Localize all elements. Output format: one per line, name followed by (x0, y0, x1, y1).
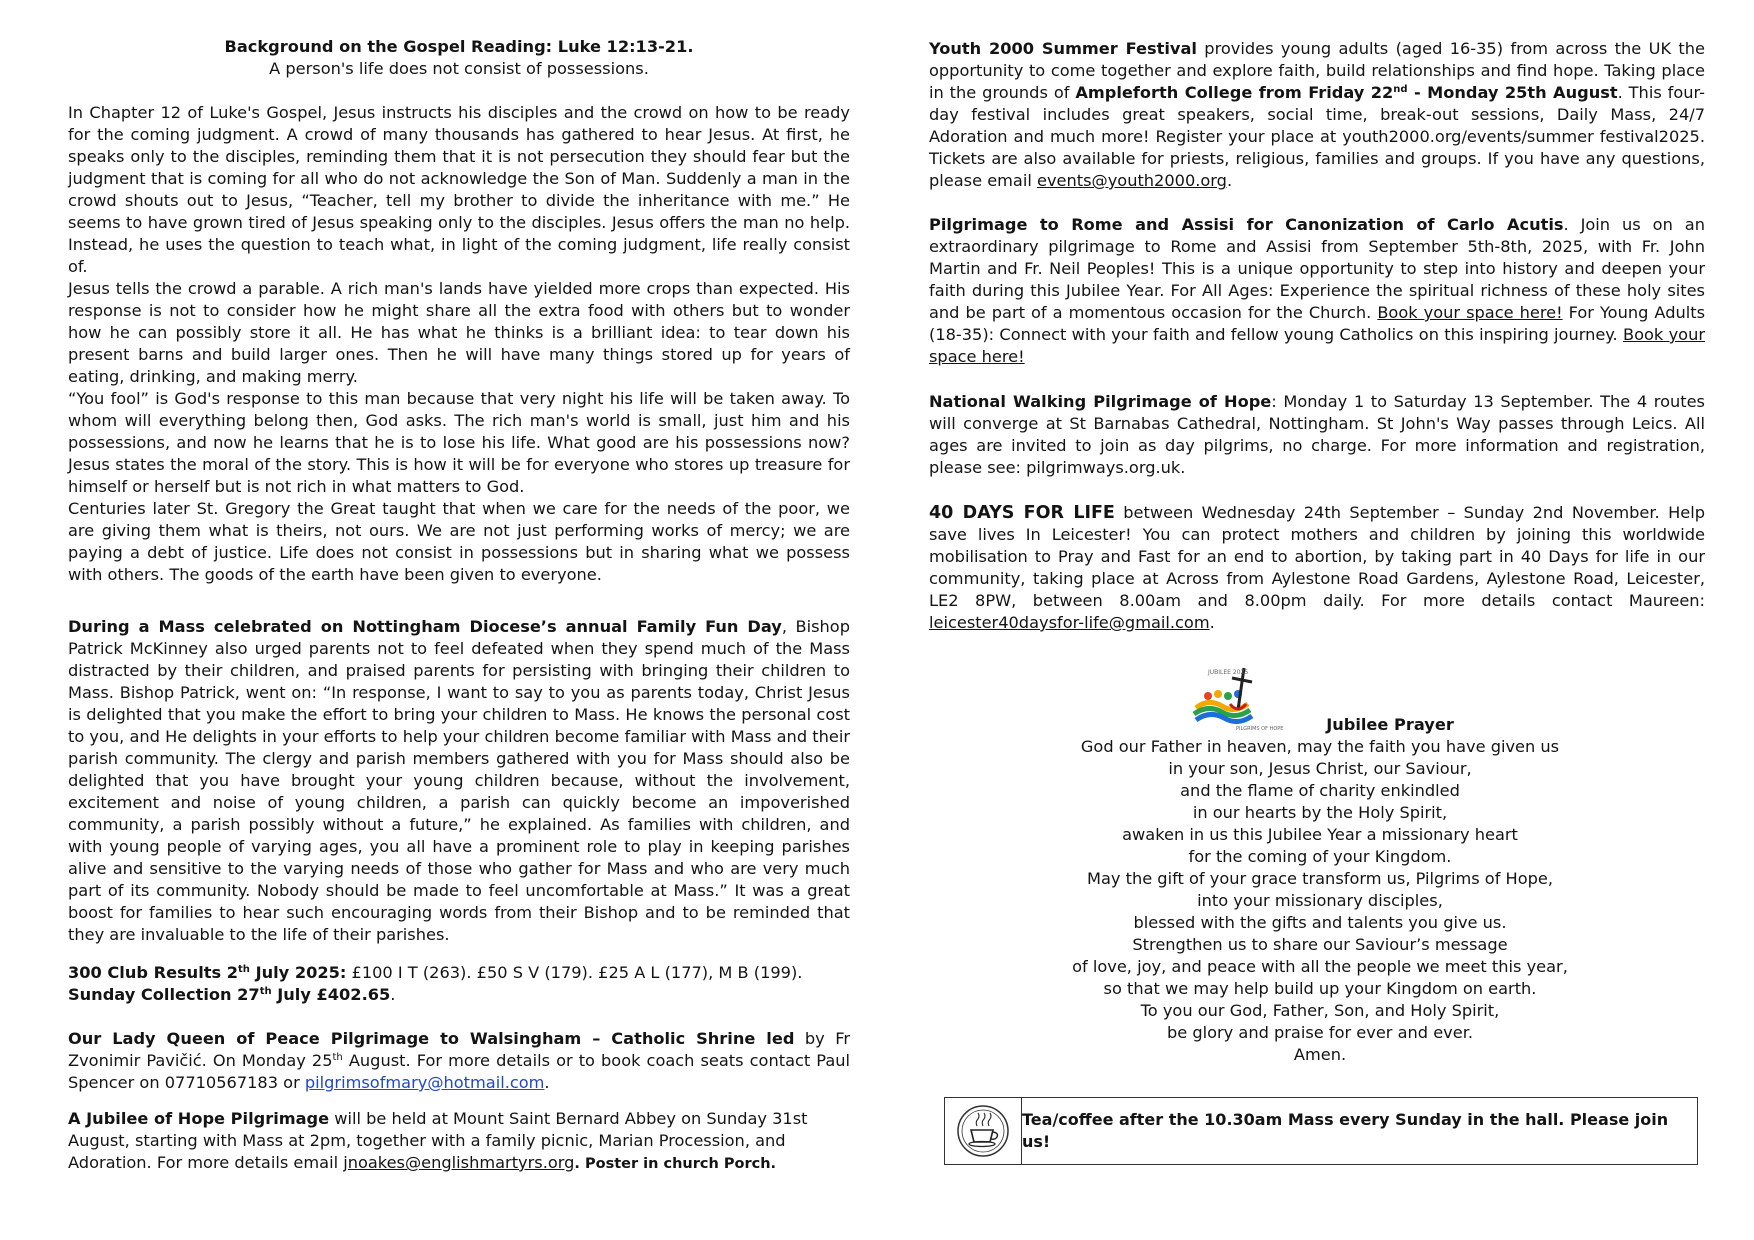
prayer-line: in our hearts by the Holy Spirit, (1192, 803, 1448, 822)
walking-pilgrimage-notice: National Walking Pilgrimage of Hope: Monday 1 to Saturday 13 September. The 4 routes will converge at St Barnabas Cathedral, Nottingham. St John's Way passes through Leics. All ages are invited to join as day pilgrims, no charge. For more information and registration, please see: pilgrimways.org.uk. (929, 392, 1705, 477)
prayer-line: To you our God, Father, Son, and Holy Spirit, (1140, 1001, 1500, 1020)
tea-coffee-box (944, 1097, 1698, 1165)
prayer-title: Jubilee Prayer (1326, 715, 1454, 734)
prayer-line: God our Father in heaven, may the faith you have given us (1080, 737, 1560, 756)
family-day-body: , Bishop Patrick McKinney also urged parents not to feel defeated when they spend much of the Mass distracted by their children, and praised parents for persisting with bringing their children to Mass. Bishop Patrick, went on: “In response, I want to say to you as parents today, Christ Jesus is delighted that you make the effort to bring your children to Mass. He knows the personal cost to you, and He delights in your efforts to help your children become familiar with Mass and their parish community. The clergy and parish members gathered with you for Mass should also be delighted that you have brought your young children because, without the involvement, excitement and noise of young children, a parish can quickly become an impoverished community, a parish possibly without a future,” he explained. As families with children, and with young people of varying ages, you all have a prominent role to play in keeping parishes alive and sensitive to the varying needs of those who gather for Mass and who are very much part of its community. Nobody should be made to feel uncomfortable at Mass.” It was a great boost for families to hear such encouraging words from their Bishop and to be reminded that they are invaluable to the life of their parishes. (68, 617, 850, 944)
prayer-line: in your son, Jesus Christ, our Saviour, (1168, 759, 1472, 778)
walking-lead: National Walking Pilgrimage of Hope (929, 392, 1272, 411)
prayer-line: for the coming of your Kingdom. (1188, 847, 1452, 866)
gospel-paragraph: “You fool” is God's response to this man because that very night his life will be taken away. To whom will everything belong then, God asks. The rich man's world is small, just him and his possessions, and now he learns that he is to lose his life. What good are his possessions now? Jesus states the moral of the story. This is how it will be for everyone who stores up treasure for himself or herself but is not rich in what matters to God. (68, 389, 850, 496)
jubilee-pilgrimage-lead: A Jubilee of Hope Pilgrimage (68, 1109, 330, 1128)
rome-lead: Pilgrimage to Rome and Assisi for Canonization of Carlo Acutis (929, 215, 1564, 234)
gospel-heading (68, 36, 850, 80)
jubilee-email-link[interactable]: jnoakes@englishmartyrs.org (343, 1153, 575, 1172)
sunday-collection: Sunday Collection 27th July £402.65. (68, 985, 396, 1004)
prayer-line: Strengthen us to share our Saviour’s message (1132, 935, 1508, 954)
gospel-paragraph: Centuries later St. Gregory the Great taught that when we care for the needs of the poor, we are giving them what is theirs, not ours. We are not just performing works of mercy; we are paying a debt of justice. Life does not consist in possessions but in sharing what we possess with others. The goods of the earth have been given to everyone. (68, 499, 850, 584)
gospel-title: Background on the Gospel Reading: Luke 12:13-21. (224, 37, 694, 56)
svg-text:PILGRIMS OF HOPE: PILGRIMS OF HOPE (1236, 726, 1284, 732)
gospel-body (68, 102, 850, 586)
svg-text:JUBILEE 2025: JUBILEE 2025 (1208, 669, 1249, 676)
prayer-line: so that we may help build up your Kingdom on earth. (1103, 979, 1537, 998)
club-results (68, 962, 850, 1006)
rome-pilgrimage-notice: Pilgrimage to Rome and Assisi for Canonization of Carlo Acutis. Join us on an extraordinary pilgrimage to Rome and Assisi from September 5th-8th, 2025, with Fr. John Martin and Fr. Neil Peoples! This is a unique opportunity to step into history and deepen your faith during this Jubilee Year. For All Ages: Experience the spiritual richness of these holy sites and be part of a momentous occasion for the Church. Book your space here! For Young Adults (18-35): Connect with your faith and fellow young Catholics on this inspiring journey. Book your space here! (929, 215, 1706, 366)
tea-coffee-text: Tea/coffee after the 10.30am Mass every Sunday in the hall. Please join us! (1022, 1110, 1669, 1151)
prayer-line: awaken in us this Jubilee Year a missionary heart (1122, 825, 1518, 844)
gospel-paragraph: Jesus tells the crowd a parable. A rich man's lands have yielded more crops than expected. His response is not to consider how he might share all the extra food with others but to wonder how he can possibly store it all. He has what he thinks is a brilliant idea: to tear down his present barns and build larger ones. Then he will have many things stored up for years of eating, drinking, and making merry. (68, 279, 850, 386)
book-space-link-young-adults[interactable]: Book your space here! (929, 325, 1705, 366)
gospel-subtitle: A person's life does not consist of possessions. (269, 59, 649, 78)
forty-days-lead: 40 DAYS FOR LIFE (929, 503, 1115, 523)
forty-days-notice: 40 DAYS FOR LIFE between Wednesday 24th September – Sunday 2nd November. Help save lives In Leicester! You can protect mothers and children by joining this worldwide mobilisation to Pray and Fast for an end to abortion, by taking part in 40 Days for life in our community, taking place at Across from Aylestone Road Gardens, Aylestone Road, Leicester, LE2 8PW, between 8.00am and 8.00pm daily. For more details contact Maureen: leicester40daysfor-life@gmail.com. (929, 503, 1705, 632)
prayer-line: into your missionary disciples, (1197, 891, 1443, 910)
family-day-notice (68, 616, 850, 946)
club-results-text: £100 I T (263). £50 S V (179). £25 A L (177), M B (199). (346, 963, 803, 982)
jubilee-prayer (1000, 714, 1640, 1066)
youth2000-lead: Youth 2000 Summer Festival (929, 39, 1197, 58)
poster-note: . Poster in church Porch. (574, 1156, 777, 1172)
prayer-line: of love, joy, and peace with all the people we meet this year, (1072, 957, 1568, 976)
coffee-cup-icon (956, 1104, 1010, 1158)
youth2000-notice: Youth 2000 Summer Festival provides young adults (aged 16-35) from across the UK the opportunity to come together and explore faith, build relationships and find hope. Taking place in the grounds of Ampleforth College from Friday 22nd - Monday 25th August. This four-day festival includes great speakers, social time, break-out sessions, Daily Mass, 24/7 Adoration and much more! Register your place at youth2000.org/events/summer festival2025. Tickets are also available for priests, religious, families and groups. If you have any questions, please email events@youth2000.org. (929, 39, 1706, 190)
club-label: 300 Club Results 2th July 2025: (68, 963, 347, 982)
gospel-paragraph: In Chapter 12 of Luke's Gospel, Jesus instructs his disciples and the crowd on how to be ready for the coming judgment. A crowd of many thousands has gathered to hear Jesus. At first, he speaks only to the disciples, reminding them that it is not persecution they should fear but the judgment that is coming for all who do not acknowledge the Son of Man. Suddenly a man in the crowd shouts out to Jesus, “Teacher, tell my brother to divide the inheritance with me.” He seems to have grown tired of Jesus speaking only to the disciples. Jesus offers the man no help. Instead, he uses the question to teach what, in light of the coming judgment, life really consist of. (68, 103, 850, 276)
jubilee-pilgrimage-notice: A Jubilee of Hope Pilgrimage will be held at Mount Saint Bernard Abbey on Sunday 31st August, starting with Mass at 2pm, together with a family picnic, Marian Procession, and Adoration. For more details email jnoakes@englishmartyrs.org. Poster in church Porch. (68, 1109, 808, 1172)
forty-days-email-link[interactable]: leicester40daysfor-life@gmail.com (929, 613, 1210, 632)
book-space-link-all-ages[interactable]: Book your space here! (1377, 303, 1563, 322)
walsingham-email-link[interactable]: pilgrimsofmary@hotmail.com (304, 1073, 545, 1092)
prayer-line: be glory and praise for ever and ever. (1166, 1023, 1474, 1042)
family-day-lead: During a Mass celebrated on Nottingham Diocese’s annual Family Fun Day (68, 617, 782, 636)
walsingham-notice: Our Lady Queen of Peace Pilgrimage to Walsingham – Catholic Shrine led by Fr Zvonimir Pavičić. On Monday 25th August. For more details or to book coach seats contact Paul Spencer on 07710567183 or pilgrimsofmary@hotmail.com. (68, 1029, 851, 1092)
walsingham-lead: Our Lady Queen of Peace Pilgrimage to Walsingham – Catholic Shrine led (68, 1029, 795, 1048)
youth2000-email-link[interactable]: events@youth2000.org (1036, 171, 1227, 190)
prayer-line: Amen. (1293, 1045, 1347, 1064)
prayer-line: and the flame of charity enkindled (1180, 781, 1460, 800)
prayer-line: May the gift of your grace transform us, Pilgrims of Hope, (1086, 869, 1553, 888)
prayer-line: blessed with the gifts and talents you give us. (1133, 913, 1507, 932)
tea-icon-cell (945, 1098, 1022, 1164)
